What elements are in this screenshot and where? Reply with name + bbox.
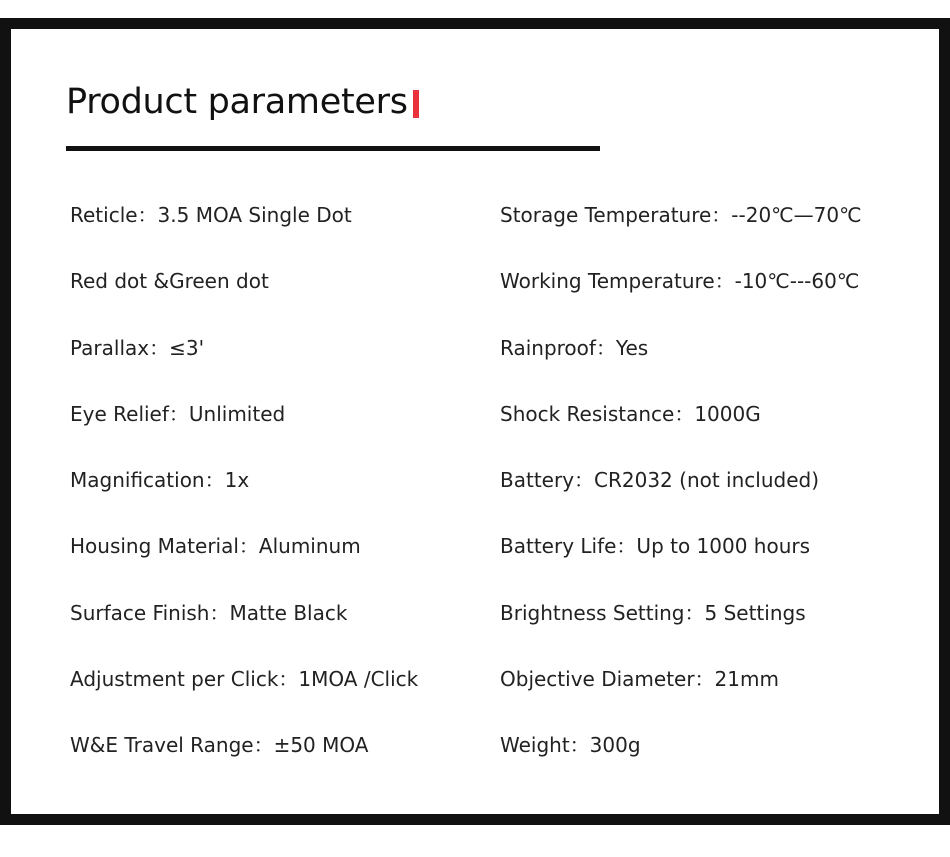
parameter-row: [70, 262, 900, 328]
parameter-row: [70, 594, 900, 660]
parameter-list: [70, 196, 900, 793]
parameter-row: [70, 726, 900, 792]
parameter-row: [70, 461, 900, 527]
page-title: Product parameters: [66, 82, 408, 122]
parameter-working-temperature: Working Temperature：-10℃---60℃: [500, 269, 860, 294]
parameter-shock-resistance: Shock Resistance：1000G: [500, 401, 761, 426]
parameter-row: [70, 527, 900, 593]
title-underline: [66, 146, 600, 151]
parameter-brightness-setting: Brightness Setting：5 Settings: [500, 600, 806, 625]
parameter-adjustment-per-click: Adjustment per Click：1MOA /Click: [70, 667, 419, 692]
title-accent-bar: [413, 90, 419, 118]
parameter-storage-temperature: Storage Temperature：--20℃—70℃: [500, 203, 862, 227]
parameter-parallax: Parallax：≤3': [70, 335, 205, 360]
parameter-reticle: Reticle：3.5 MOA Single Dot: [70, 203, 352, 227]
parameter-weight: Weight：300g: [500, 733, 641, 758]
parameter-battery: Battery：CR2032 (not included): [500, 468, 820, 493]
parameter-surface-finish: Surface Finish：Matte Black: [70, 600, 348, 625]
parameter-row: [70, 660, 900, 726]
parameter-magnification: Magnification：1x: [70, 468, 250, 493]
parameter-row: [70, 329, 900, 395]
title-block: [66, 82, 419, 122]
parameter-objective-diameter: Objective Diameter：21mm: [500, 667, 779, 692]
parameter-eye-relief: Eye Relief：Unlimited: [70, 401, 286, 426]
parameter-travel-range: W&E Travel Range：±50 MOA: [70, 733, 369, 758]
parameter-rainproof: Rainproof：Yes: [500, 335, 649, 360]
parameter-housing-material: Housing Material：Aluminum: [70, 534, 361, 559]
parameter-row: [70, 395, 900, 461]
parameter-battery-life: Battery Life：Up to 1000 hours: [500, 534, 811, 559]
parameter-row: [70, 196, 900, 262]
parameter-dot-colors: Red dot &Green dot: [70, 269, 269, 294]
